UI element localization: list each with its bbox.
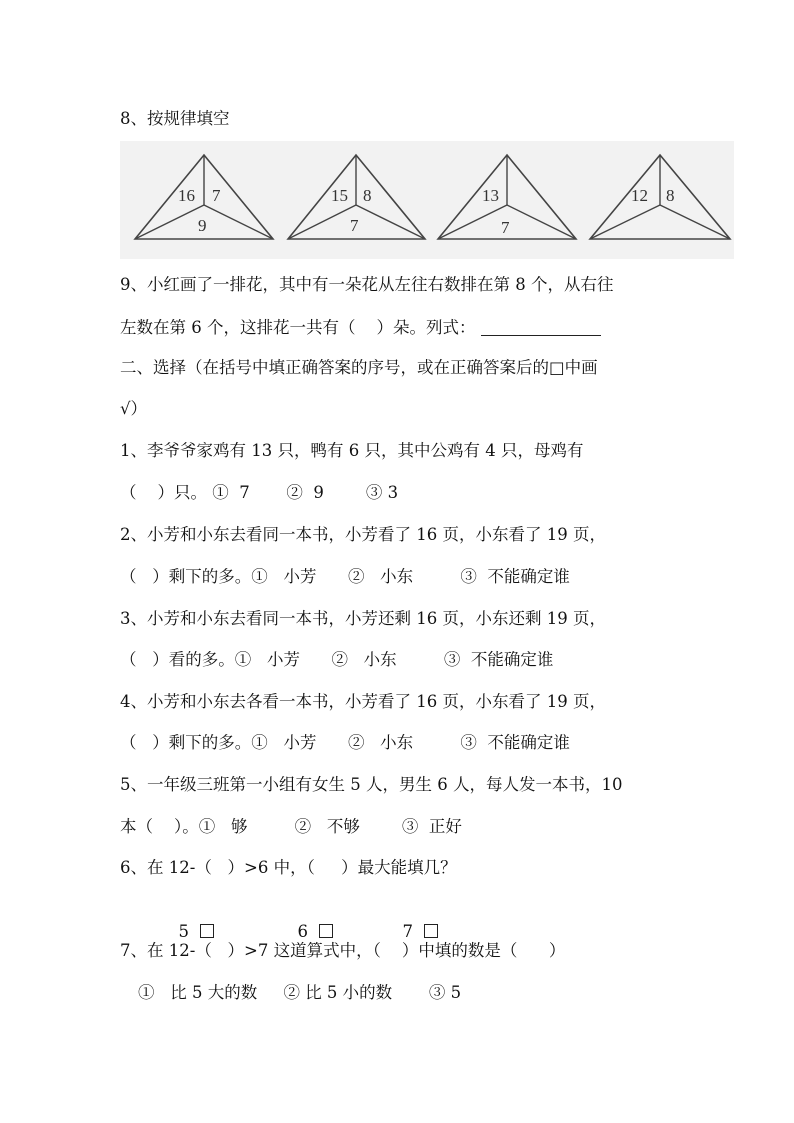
answer-blank[interactable] xyxy=(481,319,601,336)
section-2-heading-line-1: 二、选择（在括号中填正确答案的序号，或在正确答案后的□中画 xyxy=(120,358,598,377)
checkbox-option-5[interactable] xyxy=(200,924,214,938)
triangle-4-left-number: 12 xyxy=(631,186,648,205)
question-1-line-1: 1、李爷爷家鸡有 13 只，鸭有 6 只，其中公鸡有 4 只，母鸡有 xyxy=(120,441,584,460)
question-6-options xyxy=(168,899,438,943)
question-9-line-2 xyxy=(120,317,601,339)
triangle-3-bottom-number: 7 xyxy=(501,218,510,237)
triangle-4-right-number: 8 xyxy=(666,186,675,205)
question-9-text: 左数在第 6 个，这排花一共有（ ）朵。列式： xyxy=(120,318,476,337)
question-3-line-1: 3、小芳和小东去看同一本书，小芳还剩 16 页，小东还剩 19 页， xyxy=(120,609,606,628)
triangle-2-bottom-number: 7 xyxy=(350,216,359,235)
question-4-line-1: 4、小芳和小东去各看一本书，小芳看了 16 页，小东看了 19 页， xyxy=(120,692,606,711)
question-5-line-2: 本（ ）。① 够 ② 不够 ③ 正好 xyxy=(120,817,462,836)
triangle-2-right-number: 8 xyxy=(363,186,372,205)
question-3-line-2: （ ）看的多。① 小芳 ② 小东 ③ 不能确定谁 xyxy=(120,650,554,669)
question-7-line-2: ① 比 5 大的数 ② 比 5 小的数 ③ 5 xyxy=(138,983,462,1002)
option-5-label: 5 xyxy=(178,922,189,941)
triangle-3-left-number: 13 xyxy=(482,186,499,205)
checkbox-option-6[interactable] xyxy=(319,924,333,938)
question-2-line-1: 2、小芳和小东去看同一本书，小芳看了 16 页，小东看了 19 页， xyxy=(120,525,606,544)
triangle-1-right-number: 7 xyxy=(212,186,221,205)
triangle-1-bottom-number: 9 xyxy=(198,216,207,235)
question-4-line-2: （ ）剩下的多。① 小芳 ② 小东 ③ 不能确定谁 xyxy=(120,733,570,752)
triangle-pattern-figure xyxy=(120,141,734,259)
question-8-title: 8、按规律填空 xyxy=(120,109,230,128)
question-5-line-1: 5、一年级三班第一小组有女生 5 人，男生 6 人，每人发一本书，10 xyxy=(120,775,623,794)
question-6-line-1: 6、在 12-（ ）>6 中，（ ）最大能填几？ xyxy=(120,858,457,877)
question-7-line-1: 7、在 12-（ ）>7 这道算式中，（ ）中填的数是（ ） xyxy=(120,941,566,960)
section-2-heading-line-2: √） xyxy=(120,399,148,418)
question-1-line-2: （ ）只。 ① 7 ② 9 ③ 3 xyxy=(120,483,399,502)
question-9-line-1: 9、小红画了一排花，其中有一朵花从左往右数排在第 8 个，从右往 xyxy=(120,275,614,294)
option-7-label: 7 xyxy=(402,922,413,941)
triangle-1-left-number: 16 xyxy=(178,186,195,205)
question-2-line-2: （ ）剩下的多。① 小芳 ② 小东 ③ 不能确定谁 xyxy=(120,567,570,586)
triangle-2-left-number: 15 xyxy=(331,186,348,205)
triangles-svg xyxy=(120,141,734,259)
triangle-1 xyxy=(135,155,273,239)
triangle-3 xyxy=(438,155,576,239)
checkbox-option-7[interactable] xyxy=(424,924,438,938)
option-6-label: 6 xyxy=(297,922,308,941)
triangle-4 xyxy=(590,155,730,239)
triangle-2 xyxy=(288,155,425,239)
